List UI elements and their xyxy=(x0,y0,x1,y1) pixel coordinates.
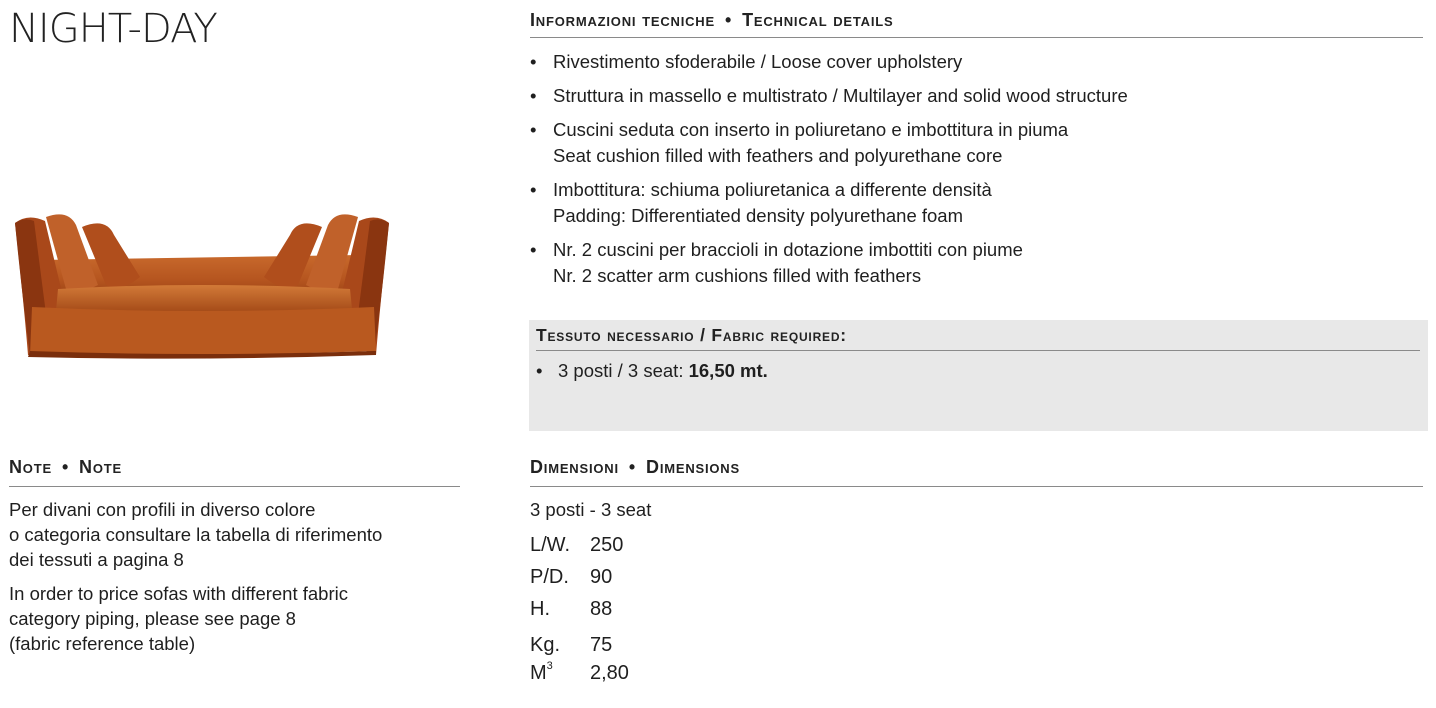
technical-item-line: Padding: Differentiated density polyurethane foam xyxy=(553,205,964,226)
bullet-icon: • xyxy=(530,179,537,200)
note-heading-en: Note xyxy=(79,457,122,477)
dimension-key: H. xyxy=(530,597,550,620)
list-item xyxy=(530,117,1423,169)
technical-item-line: Imbottitura: schiuma poliuretanica a differente densità xyxy=(553,179,992,200)
note-paragraph-it xyxy=(9,497,460,572)
note-line: category piping, please see page 8 xyxy=(9,608,296,629)
dimension-key-volume xyxy=(530,657,590,689)
technical-item-line: Nr. 2 scatter arm cushions filled with feathers xyxy=(553,265,922,286)
list-item xyxy=(530,177,1423,229)
sofa-image xyxy=(10,205,394,365)
note-line: o categoria consultare la tabella di riferimento xyxy=(9,524,383,545)
fabric-label: 3 posti / 3 seat: xyxy=(558,360,689,381)
dimension-key: L/W. xyxy=(530,533,571,556)
fabric-required-panel xyxy=(529,320,1428,431)
note-line: In order to price sofas with different fabric xyxy=(9,583,348,604)
dimension-key: M xyxy=(530,661,547,684)
bullet-icon: • xyxy=(530,239,537,260)
note-paragraph-en xyxy=(9,581,460,656)
note-line: Per divani con profili in diverso colore xyxy=(9,499,316,520)
technical-heading-en: Technical details xyxy=(742,10,894,30)
dimensions-section xyxy=(530,457,1423,689)
dimension-value: 75 xyxy=(590,633,613,656)
table-row xyxy=(530,529,629,561)
bullet-icon: • xyxy=(530,51,537,72)
table-row xyxy=(530,561,629,593)
dimension-value: 90 xyxy=(590,565,613,588)
fabric-value: 16,50 mt. xyxy=(688,360,768,381)
note-line: dei tessuti a pagina 8 xyxy=(9,549,184,570)
note-line: (fabric reference table) xyxy=(9,633,196,654)
bullet-icon: • xyxy=(536,360,543,381)
dimension-value: 88 xyxy=(590,597,613,620)
dimension-key-exponent: 3 xyxy=(546,659,553,672)
note-header xyxy=(9,457,460,487)
list-item xyxy=(530,49,1423,75)
product-title: NIGHT-DAY xyxy=(9,6,217,52)
technical-list xyxy=(530,49,1423,289)
technical-item-line: Nr. 2 cuscini per braccioli in dotazione imbottiti con piume xyxy=(553,239,1023,260)
fabric-row xyxy=(536,360,1420,382)
separator-dot: • xyxy=(724,10,733,30)
separator-dot: • xyxy=(61,457,70,477)
dimension-value: 2,80 xyxy=(590,661,629,684)
technical-item-line: Struttura in massello e multistrato / Multilayer and solid wood structure xyxy=(553,85,1128,106)
technical-item-line: Seat cushion filled with feathers and polyurethane core xyxy=(553,145,1003,166)
table-row xyxy=(530,625,629,657)
dimensions-heading-en: Dimensions xyxy=(646,457,740,477)
technical-header xyxy=(530,10,1423,38)
technical-item-line: Rivestimento sfoderabile / Loose cover upholstery xyxy=(553,51,963,72)
dimension-key: P/D. xyxy=(530,565,569,588)
dimension-value: 250 xyxy=(590,533,624,556)
fabric-heading: Tessuto necessario / Fabric required: xyxy=(536,325,1420,351)
seat-label: 3 posti - 3 seat xyxy=(530,499,652,520)
dimensions-header xyxy=(530,457,1423,487)
dimensions-table xyxy=(530,529,629,689)
separator-dot: • xyxy=(628,457,637,477)
list-item xyxy=(530,237,1423,289)
list-item xyxy=(530,83,1423,109)
dimension-key: Kg. xyxy=(530,633,561,656)
table-row xyxy=(530,593,629,625)
note-heading-it: Note xyxy=(9,457,52,477)
technical-details xyxy=(530,10,1423,297)
dimensions-heading-it: Dimensioni xyxy=(530,457,619,477)
bullet-icon: • xyxy=(530,119,537,140)
technical-heading-it: Informazioni tecniche xyxy=(530,10,715,30)
bullet-icon: • xyxy=(530,85,537,106)
note-section xyxy=(9,457,460,656)
sofa-illustration xyxy=(10,205,394,365)
technical-item-line: Cuscini seduta con inserto in poliuretano e imbottitura in piuma xyxy=(553,119,1069,140)
table-row xyxy=(530,657,629,689)
